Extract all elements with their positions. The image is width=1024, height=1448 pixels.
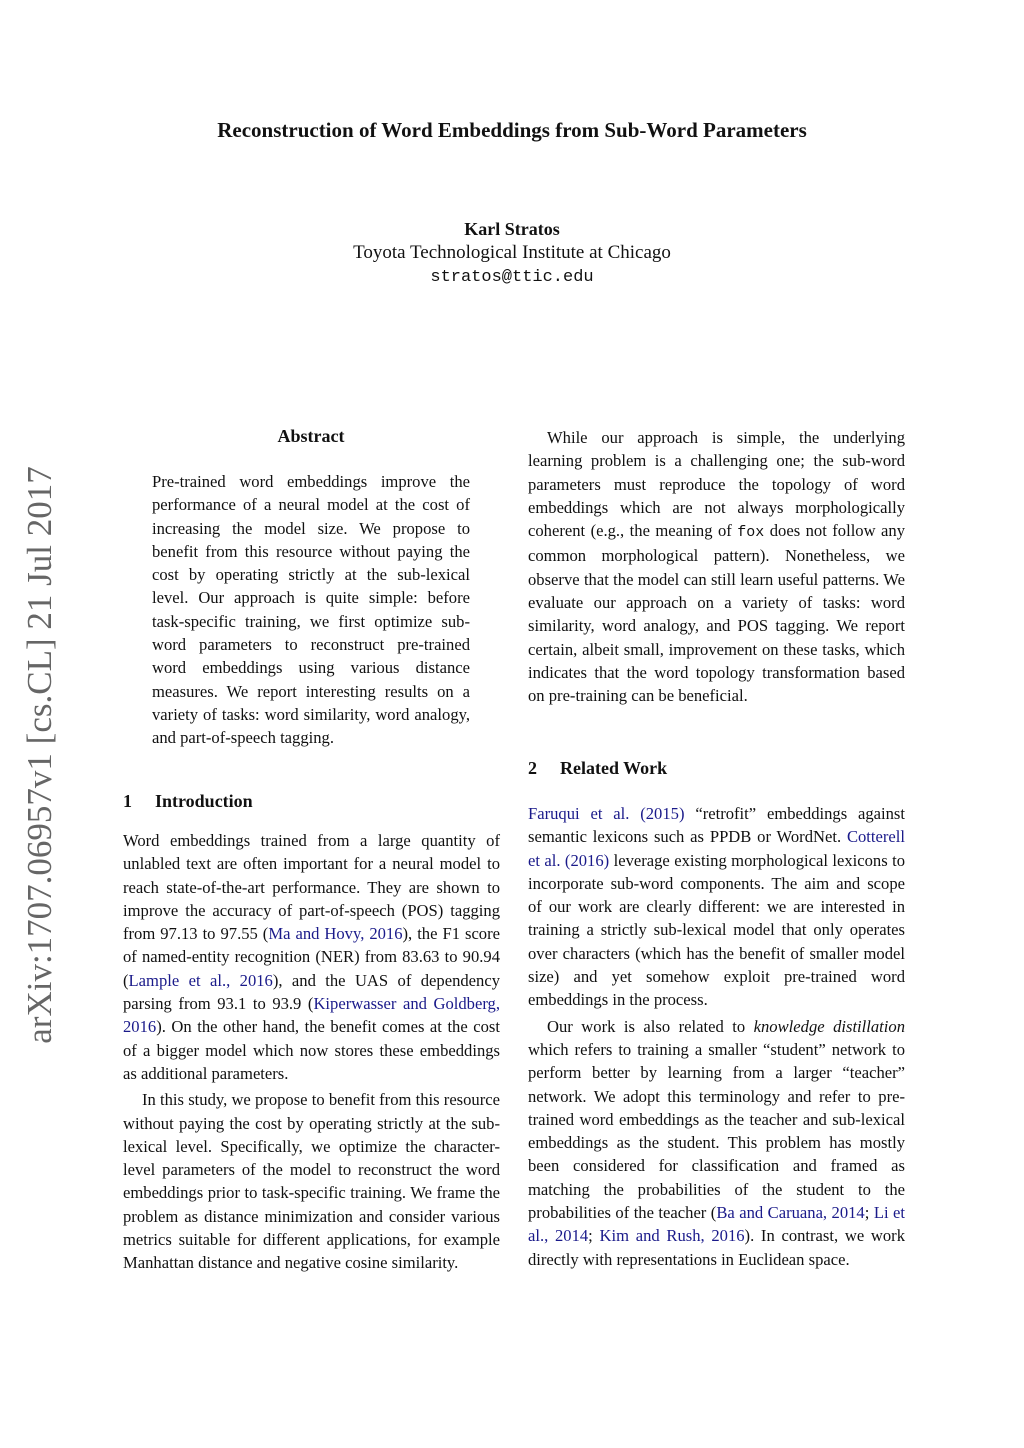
author-name: Karl Stratos — [464, 219, 560, 239]
citation-link[interactable]: Kim and Rush, 2016 — [599, 1226, 745, 1246]
text-run: which refers to training a smaller “student” network to perform better by learning from a larger “teacher” network. We adopt this terminology and refer to pre-trained word embeddings as the teacher and sub-lexical embeddings as the student. This problem has mostly been considered for classification and framed as matching the probabilities of the student to the probabilities of the teacher ( — [528, 1039, 905, 1223]
text-run: does not follow any common morphological pattern). Nonetheless, we observe that the model can still learn useful patterns. We evaluate our approach on a variety of tasks: word similarity, word analogy, and POS tagging. We report certain, albeit small, improvement on these tasks, which indicates that the word topology transformation based on pre-training can be beneficial. — [528, 521, 906, 706]
text-run: ; — [864, 1203, 874, 1223]
citation-link[interactable]: Cotterell et al. (2016) — [528, 827, 905, 870]
text-run: Our work is also related to — [547, 1016, 754, 1036]
citation-link[interactable]: Li et al., 2014 — [528, 1203, 905, 1246]
citation-link[interactable]: Ba and Caruana, 2014 — [716, 1203, 865, 1223]
citation-link[interactable]: Faruqui et al. (2015) — [528, 804, 685, 823]
citation-link[interactable]: Kiperwasser and Goldberg, 2016 — [123, 994, 501, 1037]
text-run: ), and the UAS of dependency parsing from 93.1 to 93.9 ( — [123, 970, 500, 1014]
introduction-continued — [528, 426, 905, 708]
related-paragraph-1 — [528, 802, 905, 1012]
related-paragraph-2 — [528, 1015, 905, 1271]
related-work-body — [528, 802, 905, 1271]
section-heading-introduction — [123, 791, 253, 812]
paper-title: Reconstruction of Word Embeddings from Sub-Word Parameters — [217, 118, 807, 142]
citation-link[interactable]: Ma and Hovy, 2016 — [268, 924, 403, 944]
section-title: Related Work — [560, 758, 668, 778]
abstract-heading: Abstract — [277, 426, 345, 446]
arxiv-identifier: arXiv:1707.06957v1 [cs.CL] 21 Jul 2017 — [20, 466, 59, 1044]
citation-link[interactable]: Lample et al., 2016 — [128, 970, 273, 990]
text-run: “retrofit” embeddings against semantic lexicons such as PPDB or WordNet. — [528, 804, 905, 847]
emphasis-term: knowledge distillation — [753, 1016, 905, 1036]
text-run: ). In contrast, we work directly with representations in Euclidean space. — [528, 1226, 905, 1269]
text-run: ; — [588, 1226, 600, 1246]
text-run: While our approach is simple, the underlying learning problem is a challenging one; the sub-word parameters must reproduce the topology of word embeddings which are not always morphologically coherent (e.g., the meaning of — [528, 428, 905, 541]
author-email: stratos@ttic.edu — [430, 268, 594, 287]
abstract-text — [152, 470, 470, 750]
author-institution: Toyota Technological Institute at Chicago — [353, 242, 671, 263]
section-number: 1 — [123, 791, 132, 811]
text-run: ), the F1 score of named-entity recognition (NER) from 83.63 to 90.94 ( — [123, 924, 500, 990]
code-word: fox — [737, 524, 765, 542]
text-run: leverage existing morphological lexicons to incorporate sub-word components. The aim and scope of our work are clearly different: we are interested in training a strictly sub-lexical model that only operates over characters (which has the benefit of smaller model size) and yet somehow exploit pre-trained word embeddings in the process. — [528, 850, 905, 1010]
introduction-body — [123, 829, 500, 1275]
text-run: ). On the other hand, the benefit comes at the cost of a bigger model which now stores these embeddings as additional parameters. — [123, 1017, 500, 1083]
abstract-paragraph: Pre-trained word embeddings improve the performance of a neural model at the cost of increasing the model size. We propose to benefit from this resource without paying the cost by operating strictly at the sub-lexical level. Our approach is quite simple: before task-specific training, we first optimize sub-word parameters to reconstruct pre-trained word embeddings using various distance measures. We report interesting results on a variety of tasks: word similarity, word analogy, and part-of-speech tagging. — [152, 472, 470, 748]
section-title: Introduction — [155, 791, 253, 811]
intro-paragraph-1 — [123, 829, 500, 1085]
intro-paragraph-2: In this study, we propose to benefit from this resource without paying the cost by operating strictly at the sub-lexical level. Specifically, we optimize the character-level parameters of the model to reconstruct the word embeddings prior to task-specific training. We frame the problem as distance minimization and consider various metrics suitable for different applications, for example Manhattan distance and negative cosine similarity. — [123, 1090, 500, 1273]
intro-paragraph-3 — [528, 426, 905, 708]
text-run: Word embeddings trained from a large quantity of unlabled text are often important for a neural model to reach state-of-the-art performance. They are shown to improve the accuracy of part-of-speech (POS) tagging from 97.13 to 97.55 ( — [123, 831, 500, 944]
section-number: 2 — [528, 758, 537, 778]
section-heading-related-work — [528, 758, 667, 779]
